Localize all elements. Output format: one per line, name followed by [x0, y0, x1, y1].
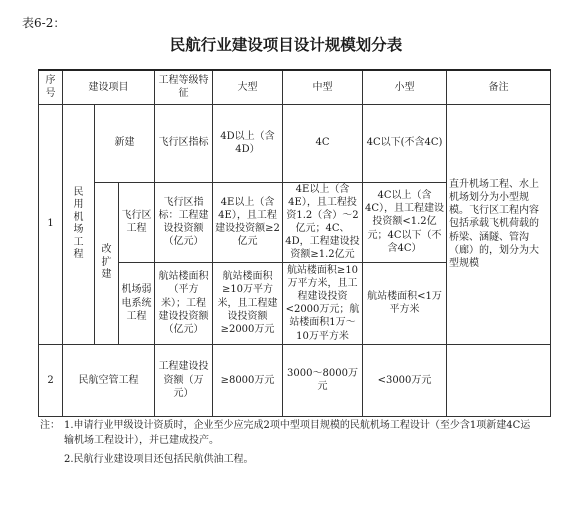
notes	[40, 418, 540, 467]
header-seq: 序号	[39, 70, 63, 104]
row2-remark	[447, 344, 551, 416]
row1-flight-indicator: 飞行区指标：工程建设投资额（亿元）	[155, 182, 213, 262]
header-indicator: 工程等级特征	[155, 70, 213, 104]
header-medium: 中型	[283, 70, 363, 104]
row2-small: <3000万元	[363, 344, 447, 416]
row1-new-medium: 4C	[283, 104, 363, 182]
row1-flight-area: 飞行区工程	[119, 182, 155, 262]
row1-weak-indicator: 航站楼面积（平方米）；工程建设投资额（亿元）	[155, 262, 213, 344]
row1-weak-small: 航站楼面积<1万平方米	[363, 262, 447, 344]
row1-new-large: 4D以上（含4D）	[213, 104, 283, 182]
row1-weak-large: 航站楼面积≥10万平方米，且工程建设投资额≥2000万元	[213, 262, 283, 344]
row1-flight-large: 4E以上（含4E），且工程建设投资额≥2亿元	[213, 182, 283, 262]
note-2: 2.民航行业建设项目还包括民航供油工程。	[64, 454, 254, 465]
row1-category	[63, 104, 95, 344]
row2-medium: 3000～8000万元	[283, 344, 363, 416]
row1-weak: 机场弱电系统工程	[119, 262, 155, 344]
header-small: 小型	[363, 70, 447, 104]
header-remark: 备注	[447, 70, 551, 104]
row1-new-indicator: 飞行区指标	[155, 104, 213, 182]
row1-seq: 1	[39, 104, 63, 344]
row1-weak-medium: 航站楼面积≥10万平方米，且工程建设投资<2000万元；航站楼面积1万～10万平方米	[283, 262, 363, 344]
row1-category-text: 民用机场工程	[73, 186, 84, 261]
header-large: 大型	[213, 70, 283, 104]
row2-seq: 2	[39, 344, 63, 416]
page-title: 民航行业建设项目设计规模划分表	[169, 36, 403, 54]
table-row	[39, 104, 551, 182]
row1-new-small: 4C以下(不含4C)	[363, 104, 447, 182]
table-label: 表6-2：	[22, 16, 66, 30]
scale-table	[38, 69, 551, 417]
row1-flight-small: 4C以上（含4C），且工程建设投资额<1.2亿元；4C以下（不含4C）	[363, 182, 447, 262]
notes-lead: 注：	[40, 420, 60, 431]
row1-expand-text: 改扩建	[101, 244, 112, 281]
row2-large: ≥8000万元	[213, 344, 283, 416]
row1-new-build: 新建	[95, 104, 155, 182]
header-row	[39, 70, 551, 104]
row1-expand	[95, 182, 119, 344]
row2-project: 民航空管工程	[63, 344, 155, 416]
note-1: 1.申请行业甲级设计资质时，企业至少应完成2项中型项目规模的民航机场工程设计（至少含1项新建4C运输机场工程设计），并已建成投产。	[64, 420, 531, 446]
header-project: 建设项目	[63, 70, 155, 104]
row2-indicator: 工程建设投资额（万元）	[155, 344, 213, 416]
table-row	[39, 344, 551, 416]
row1-flight-medium: 4E以上（含4E），且工程投资1.2（含）～2亿元；4C、4D，工程建设投资额≥1.2亿元	[283, 182, 363, 262]
row1-remark: 直升机场工程、水上机场划分为小型规模。飞行区工程内容包括承载飞机荷载的桥梁、涵隧、管沟（廊）的，划分为大型规模	[447, 104, 551, 344]
